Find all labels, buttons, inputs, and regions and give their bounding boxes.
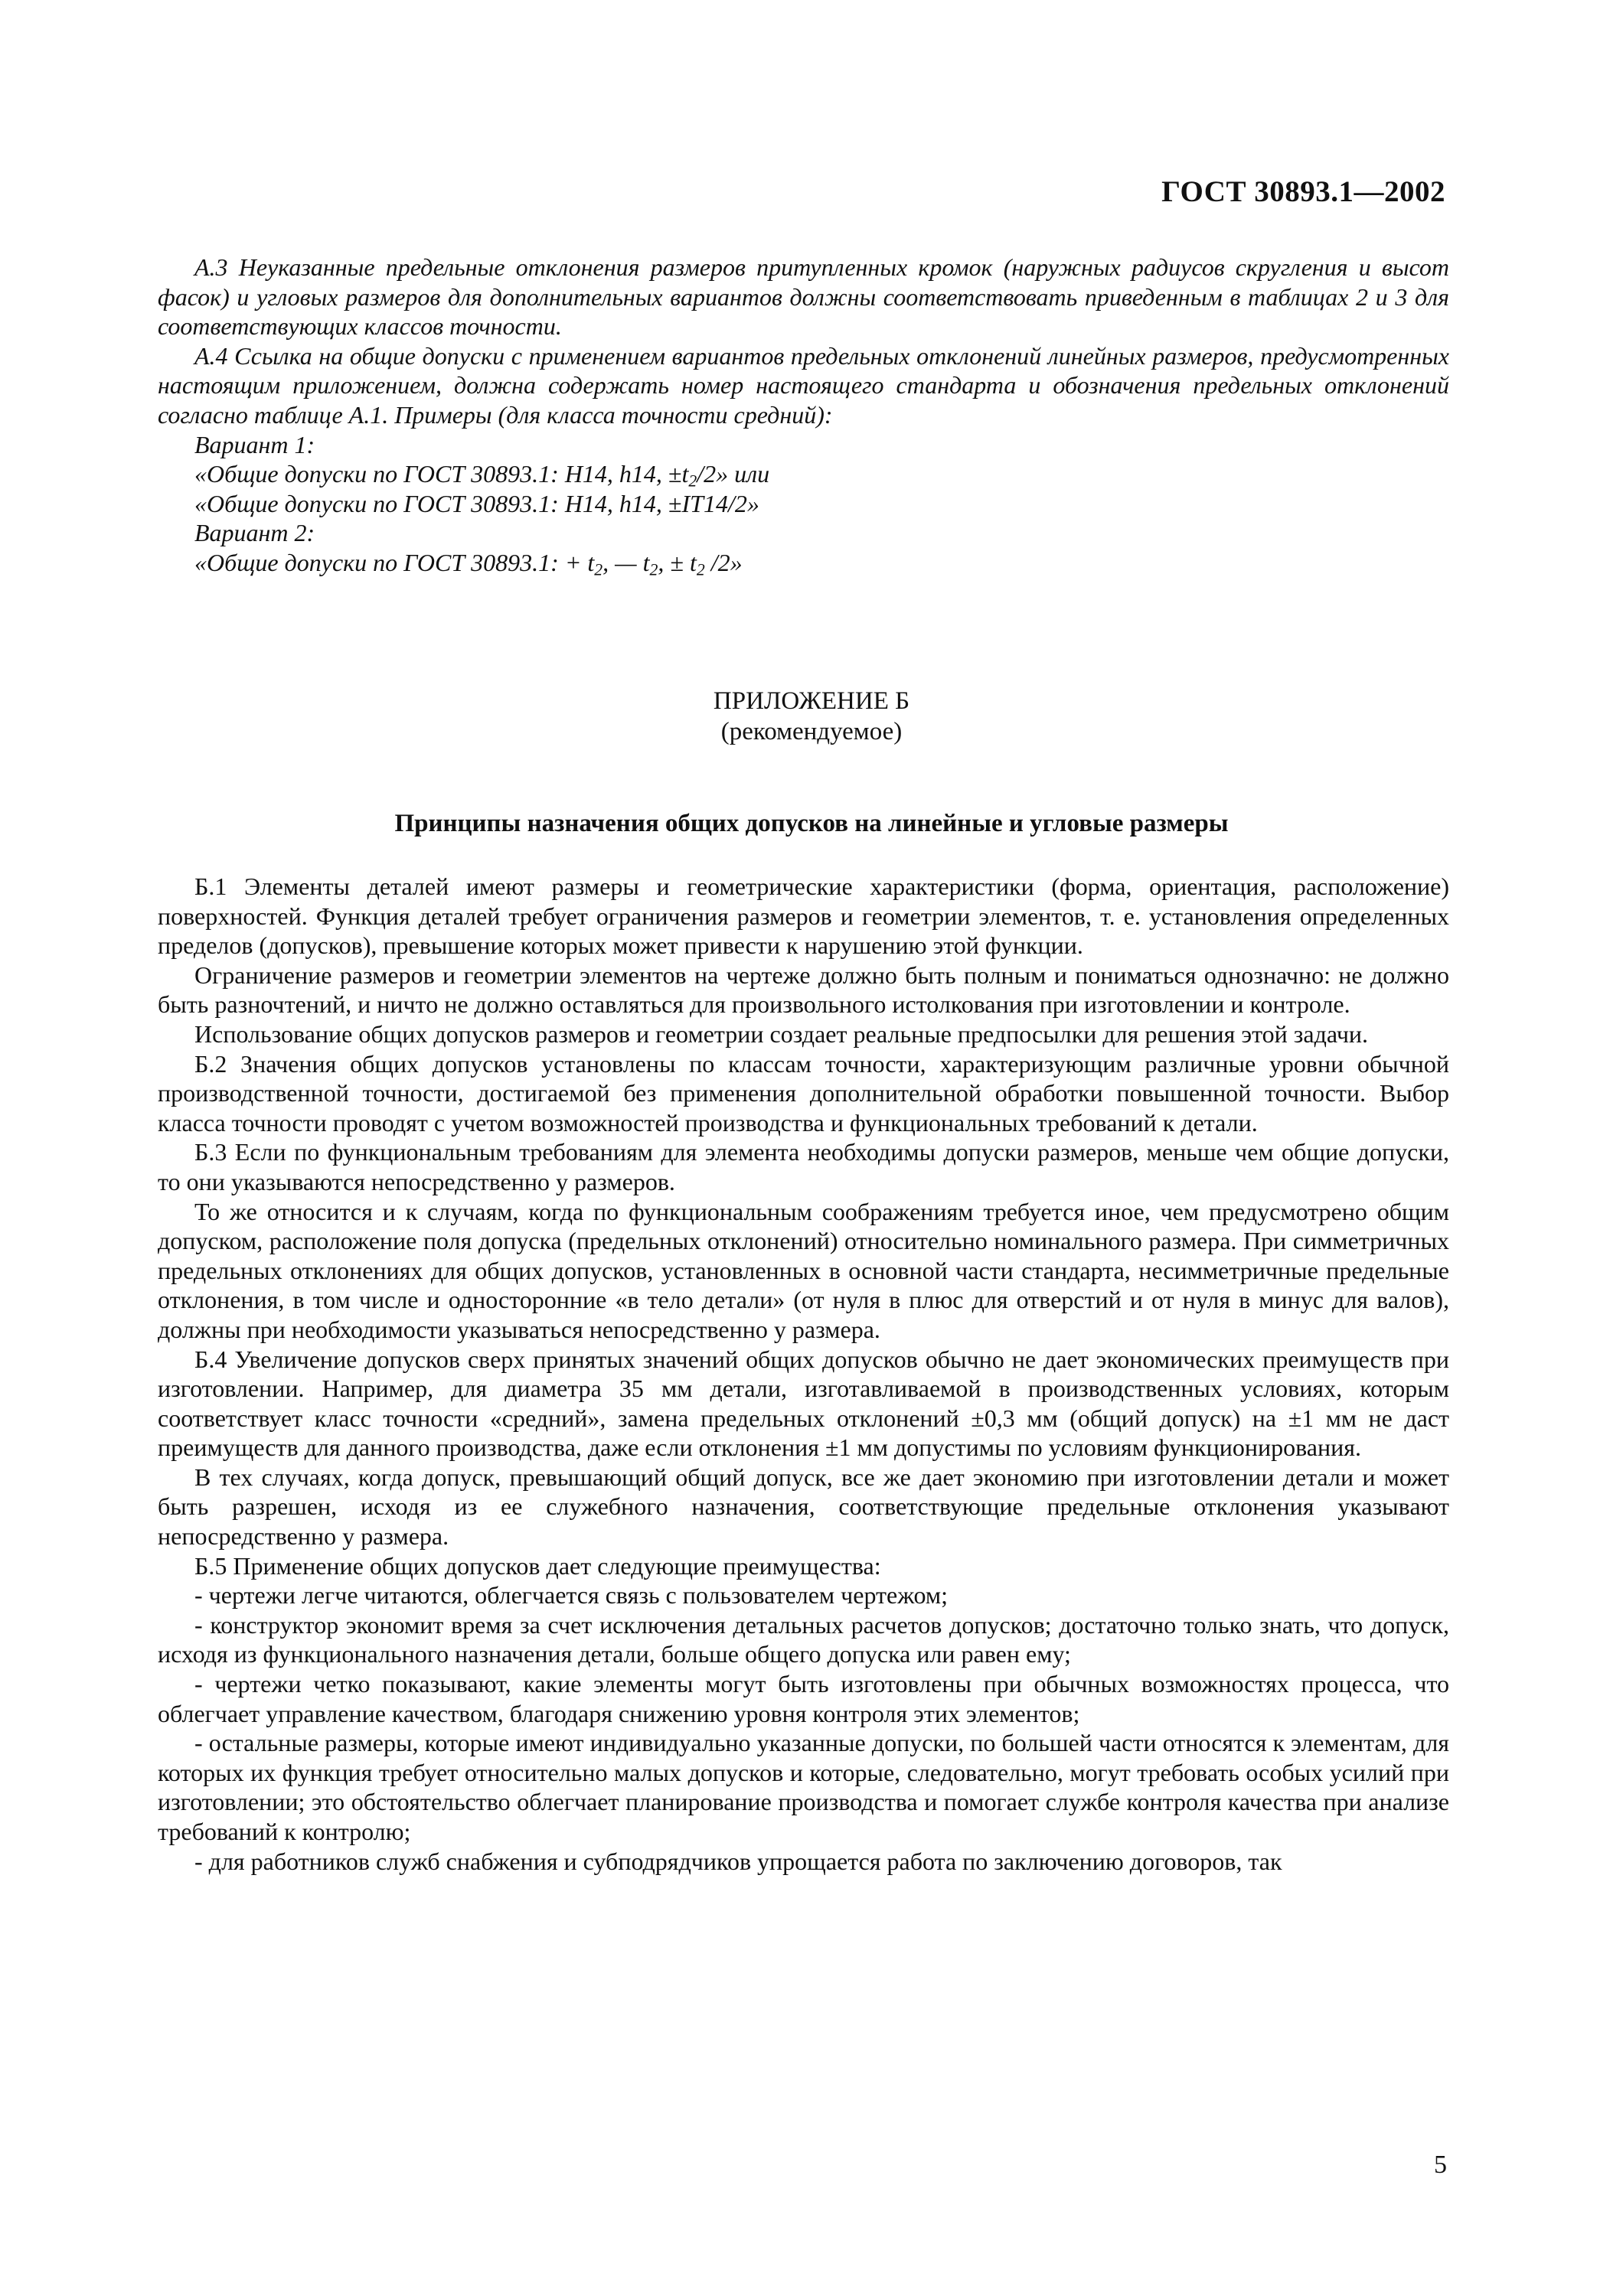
- page-number: 5: [1434, 2151, 1447, 2179]
- annex-b-title-block: [0, 686, 1623, 747]
- list-item: - чертежи легче читаются, облегчается связь с пользователем чертежом;: [194, 1581, 949, 1609]
- annex-b-body: [158, 872, 1449, 1876]
- paragraph-a4: A.4 Ссылка на общие допуски с применением вариантов предельных отклонений линейных размеров, предусмотренных настоящим приложением, должна содержать номер настоящего стандарта и обозначения предельных отклонений согласно таблице А.1. Примеры (для класса точности средний):: [158, 341, 1449, 429]
- example-2: «Общие допуски по ГОСТ 30893.1: + $t_2$, — $t_2$, ± $t_2$ /2»: [194, 548, 743, 579]
- paragraph: Ограничение размеров и геометрии элементов на чертеже должно быть полным и пониматься однозначно: не должно быть разночтений, и ничто не должно оставляться для произвольного истолкования при изготовлении и контроле.: [158, 960, 1449, 1019]
- list-item: - для работников служб снабжения и субподрядчиков упрощается работа по заключению договоров, так: [194, 1847, 1282, 1875]
- annex-a-continuation: [158, 253, 1449, 578]
- example-1a: «Общие допуски по ГОСТ 30893.1: H14, h14, $\pm t_2/2$» или: [194, 460, 770, 491]
- example-1b: «Общие допуски по ГОСТ 30893.1: H14, h14, ±IT14/2»: [194, 489, 759, 517]
- paragraph: В тех случаях, когда допуск, превышающий общий допуск, все же дает экономию при изготовлении детали и может быть разрешен, исходя из ее служебного назначения, соответствующие предельные отклонения указывают непосредственно у размера.: [158, 1463, 1449, 1551]
- paragraph-a3: A.3 Неуказанные предельные отклонения размеров притупленных кромок (наружных радиусов скругления и высот фасок) и угловых размеров для дополнительных вариантов должны соответствовать приведенным в таблицах 2 и 3 для соответствующих классов точности.: [158, 253, 1449, 341]
- paragraph: Б.5 Применение общих допусков дает следующие преимущества:: [194, 1551, 881, 1580]
- paragraph: Б.2 Значения общих допусков установлены по классам точности, характеризующим различные уровни обычной производственной точности, достигаемой без применения дополнительной обработки повышенной точности. Выбор класса точности проводят с учетом возможностей производства и функциональных требований к детали.: [158, 1049, 1449, 1137]
- variant-2-label: Вариант 2:: [194, 519, 315, 547]
- paragraph: Б.3 Если по функциональным требованиям для элемента необходимы допуски размеров, меньше чем общие допуски, то они указываются непосредственно у размеров.: [158, 1138, 1449, 1195]
- list-item: - остальные размеры, которые имеют индивидуально указанные допуски, по большей части относятся к элементам, для которых их функция требует относительно малых допусков и которые, следовательно, могут требовать особых усилий при изготовлении; это обстоятельство облегчает планирование производства и помогает службе контроля качества при анализе требований к контролю;: [158, 1729, 1449, 1845]
- paragraph: Использование общих допусков размеров и геометрии создает реальные предпосылки для решения этой задачи.: [194, 1019, 1369, 1048]
- document-code: ГОСТ 30893.1—2002: [1161, 175, 1445, 208]
- list-item: - чертежи четко показывают, какие элементы могут быть изготовлены при обычных возможностях процесса, что облегчает управление качеством, благодаря снижению уровня контроля этих элементов;: [158, 1670, 1449, 1727]
- annex-b-title: ПРИЛОЖЕНИЕ Б: [713, 687, 910, 715]
- annex-b-heading: Принципы назначения общих допусков на линейные и угловые размеры: [394, 810, 1229, 837]
- paragraph: Б.4 Увеличение допусков сверх принятых значений общих допусков обычно не дает экономических преимуществ при изготовлении. Например, для диаметра 35 мм детали, изготавливаемой в производственных условиях, которым соответствует класс точности «средний», замена предельных отклонений ±0,3 мм (общий допуск) на ±1 мм не даст преимуществ для данного производства, даже если отклонения ±1 мм допустимы по условиям функционирования.: [158, 1345, 1449, 1462]
- paragraph: То же относится и к случаям, когда по функциональным соображениям требуется иное, чем предусмотрено общим допуском, расположение поля допуска (предельных отклонений) относительно номинального размера. При симметричных предельных отклонениях для общих допусков, установленных в основной части стандарта, несимметричные предельные отклонения, в том числе и односторонние «в тело детали» (от нуля в плюс для отверстий и от нуля в минус для валов), должны при необходимости указываться непосредственно у размера.: [158, 1197, 1449, 1343]
- annex-b-status: (рекомендуемое): [720, 718, 903, 745]
- variant-1-label: Вариант 1:: [194, 430, 315, 458]
- paragraph: Б.1 Элементы деталей имеют размеры и геометрические характеристики (форма, ориентация, расположение) поверхностей. Функция деталей требует ограничения размеров и геометрии элементов, т. е. установления определенных пределов (допусков), превышение которых может привести к нарушению этой функции.: [158, 872, 1449, 960]
- list-item: - конструктор экономит время за счет исключения детальных расчетов допусков; достаточно только знать, что допуск, исходя из функционального назначения детали, больше общего допуска или равен ему;: [158, 1610, 1449, 1668]
